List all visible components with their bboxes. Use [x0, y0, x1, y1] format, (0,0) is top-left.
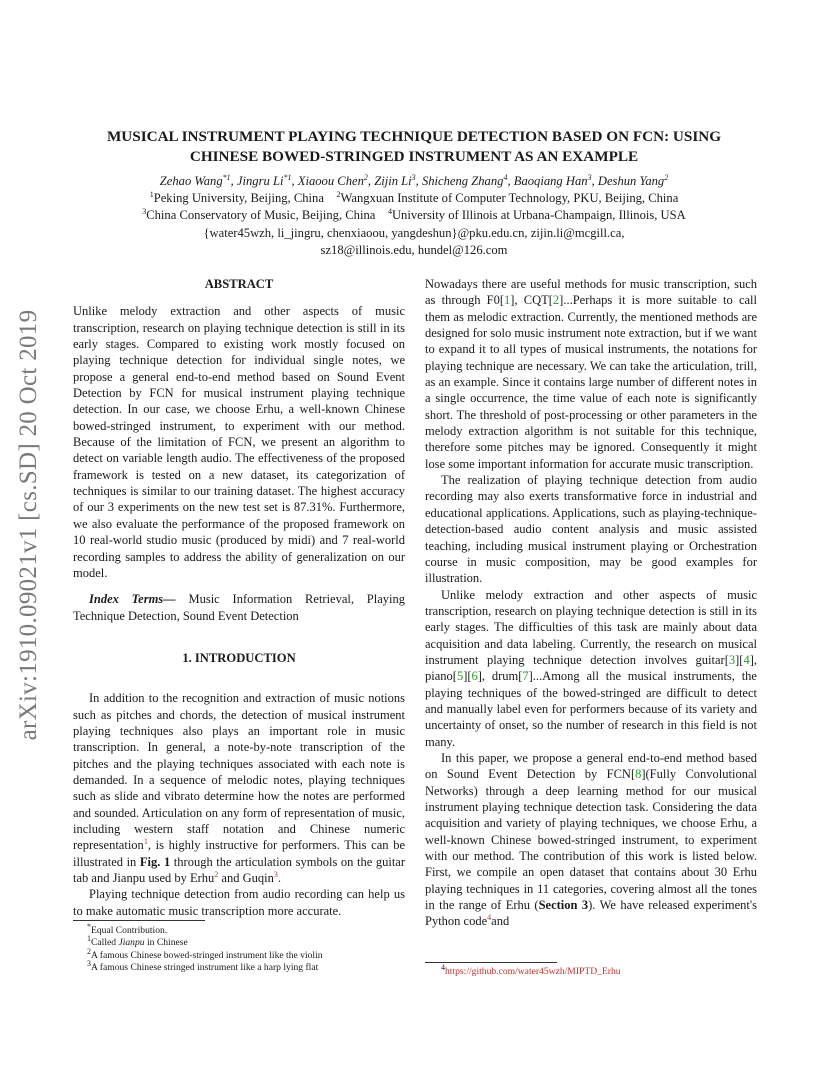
- affiliation-line-1: $^1$Peking University, Beijing, China $^2$Wangxuan Institute of Computer Technology, PKU, Beijing, China: [149, 190, 679, 206]
- intro-paragraph-2: Playing technique detection from audio recording can help us to make automatic music transcription more accurate.: [73, 887, 405, 918]
- title-line-1: MUSICAL INSTRUMENT PLAYING TECHNIQUE DETECTION BASED ON FCN: USING: [106, 128, 722, 145]
- arxiv-identifier-text: arXiv:1910.09021v1 [cs.SD] 20 Oct 2019: [15, 309, 42, 741]
- right-paragraph-4: In this paper, we propose a general end-to-end method based on Sound Event Detection by FCN[8](Fully Convolutional Networks) through a deep learning method for our musical instrument playing technique detection task. Considering the data acquisition and variety of playing techniques, we choose Erhu, a well-known Chinese bowed-stringed instrument, to experiment with our method. The contribution of this work is listed below. First, we compile an open dataset that contains about 30 Erhu playing techniques in 11 categories, covering almost all the tones in the range of Erhu (Section 3). We have released experiment's Python code$^4$and: [425, 750, 757, 929]
- abstract-heading: ABSTRACT: [204, 277, 274, 291]
- footnote-2: $^2$A famous Chinese bowed-stringed instrument like the violin: [87, 946, 323, 961]
- footnotes-left: [73, 920, 405, 974]
- index-terms-label: Index Terms—: [89, 592, 176, 607]
- figure-ref[interactable]: Fig. 1: [139, 854, 171, 869]
- left-column: [73, 276, 405, 919]
- author-names: Zehao Wang$^{*1}$, Jingru Li$^{*1}$, Xiaoou Chen$^2$, Zijin Li$^3$, Shicheng Zhang$^4$, Baoqiang Han$^3$, Deshun Yang$^2$: [159, 172, 669, 188]
- author-block: [60, 173, 768, 259]
- email-line-2: sz18@illinois.edu, hundel@126.com: [320, 242, 508, 257]
- section-ref[interactable]: Section 3: [538, 898, 589, 913]
- paper-title: [60, 127, 768, 167]
- abstract-text: Unlike melody extraction and other aspects of music transcription, research on playing technique detection is still in its early stages. Compared to existing work mostly focused on playing technique detection for individual single notes, we propose a general end-to-end method based on Sound Event Detection by FCN for musical instrument playing technique detection. In our case, we choose Erhu, a well-known Chinese bowed-stringed instrument, to experiment with our method. Because of the limitation of FCN, we present an algorithm to detect on variable length audio. The effectiveness of the proposed framework is tested on a new dataset, its categorization of techniques is similar to our training dataset. The highest accuracy of our 3 experiments on the new test set is 87.31%. Furthermore, we also evaluate the performance of the proposed framework on 10 real-world studio music (produced by midi) and 7 real-world recording samples to address the ability of generalization on our model.: [73, 304, 405, 580]
- footnote-ref-3[interactable]: 3: [273, 869, 278, 879]
- right-paragraph-3: Unlike melody extraction and other aspects of music transcription, research on playing technique detection is still in its early stages. The difficulties of this task are mainly about data acquisition and data labeling. Currently, the research on musical instrument playing technique detection involves guitar[3][4], piano[5][6], drum[7]...Among all the musical instruments, the playing techniques of the bowed-stringed are difficult to detect and manually label even for performers because of its variety and uncertainty of onset, so the number of research in this field is not many.: [425, 587, 757, 749]
- email-line-1: {water45wzh, li_jingru, chenxiaoou, yangdeshun}@pku.edu.cn, zijin.li@mcgill.ca,: [203, 225, 625, 240]
- title-line-2: CHINESE BOWED-STRINGED INSTRUMENT AS AN EXAMPLE: [189, 148, 639, 165]
- citation-7[interactable]: 7: [522, 669, 529, 684]
- citation-5[interactable]: 5: [456, 669, 464, 684]
- citation-3[interactable]: 3: [728, 652, 736, 667]
- citation-1[interactable]: 1: [504, 293, 511, 308]
- index-terms-text: Music Information Retrieval, Playing Technique Detection, Sound Event Detection: [73, 592, 405, 623]
- right-column: [425, 276, 757, 930]
- footnote-4: $^4$https://github.com/water45wzh/MIPTD_Erhu: [441, 962, 621, 977]
- index-terms: [73, 591, 405, 624]
- footnote-ref-2[interactable]: 2: [214, 869, 219, 879]
- citation-2[interactable]: 2: [552, 293, 560, 308]
- citation-8[interactable]: 8: [635, 767, 642, 782]
- intro-paragraph-1: In addition to the recognition and extraction of music notions such as pitches and chords, the detection of musical instrument playing techniques also plays an important role in music transcription. In general, a note-by-note transcription of the pitches and the playing techniques associated with each note is demanded. In a sequence of melodic notes, playing techniques such as slide and vibrato determine how the notes are performed and sounded. Articulation on any form of representation of music, including western staff notation and Chinese numeric representation$^1$, is highly instructive for performers. This can be illustrated in Fig. 1 through the articulation symbols on the guitar tab and Jianpu used by Erhu$^2$ and Guqin$^3$.: [73, 691, 406, 885]
- right-paragraph-1: Nowadays there are useful methods for music transcription, such as through F0[1], CQT[2]...Perhaps it is more suitable to call them as melodic extraction. Currently, the mentioned methods are designed for solo music instrument note extraction, but if we want to expand it to all types of musical instruments, the notations for playing technique are necessary. We can take the articulation, trill, as an example. Since it contains large number of different notes in a single occurrence, the time value of each note is significantly short. The threshold of post-processing or other parameters in the melody extraction algorithm is not suitable for this technique, therefore some pitches may be ignored. Consequently it might lose some important information for accurate music transcription.: [425, 277, 757, 471]
- footnote-1: $^1$Called Jianpu in Chinese: [87, 934, 188, 949]
- citation-4[interactable]: 4: [743, 652, 750, 667]
- right-paragraph-2: The realization of playing technique detection from audio recording may also exerts transformative force in industrial and educational applications. Applications, such as playing-technique-detection-based audio content analysis and music assisted teaching, including musical instrument playing or Orchestration course in music composition, may be good examples for illustration.: [425, 473, 757, 586]
- footnote-ref-1[interactable]: 1: [143, 837, 148, 847]
- affiliation-line-2: $^3$China Conservatory of Music, Beijing, China $^4$University of Illinois at Urbana-Champaign, Illinois, USA: [142, 207, 686, 223]
- citation-6[interactable]: 6: [471, 669, 478, 684]
- introduction-heading: 1. INTRODUCTION: [182, 650, 296, 665]
- footnote-equal: *Equal Contribution.: [87, 921, 168, 936]
- arxiv-identifier: [14, 290, 44, 760]
- footnote-3: $^3$A famous Chinese stringed instrument like a harp lying flat: [87, 958, 319, 973]
- footnote-rule: [73, 920, 205, 921]
- github-link[interactable]: https://github.com/water45wzh/MIPTD_Erhu: [445, 966, 621, 977]
- footnote-ref-4[interactable]: 4: [487, 913, 492, 923]
